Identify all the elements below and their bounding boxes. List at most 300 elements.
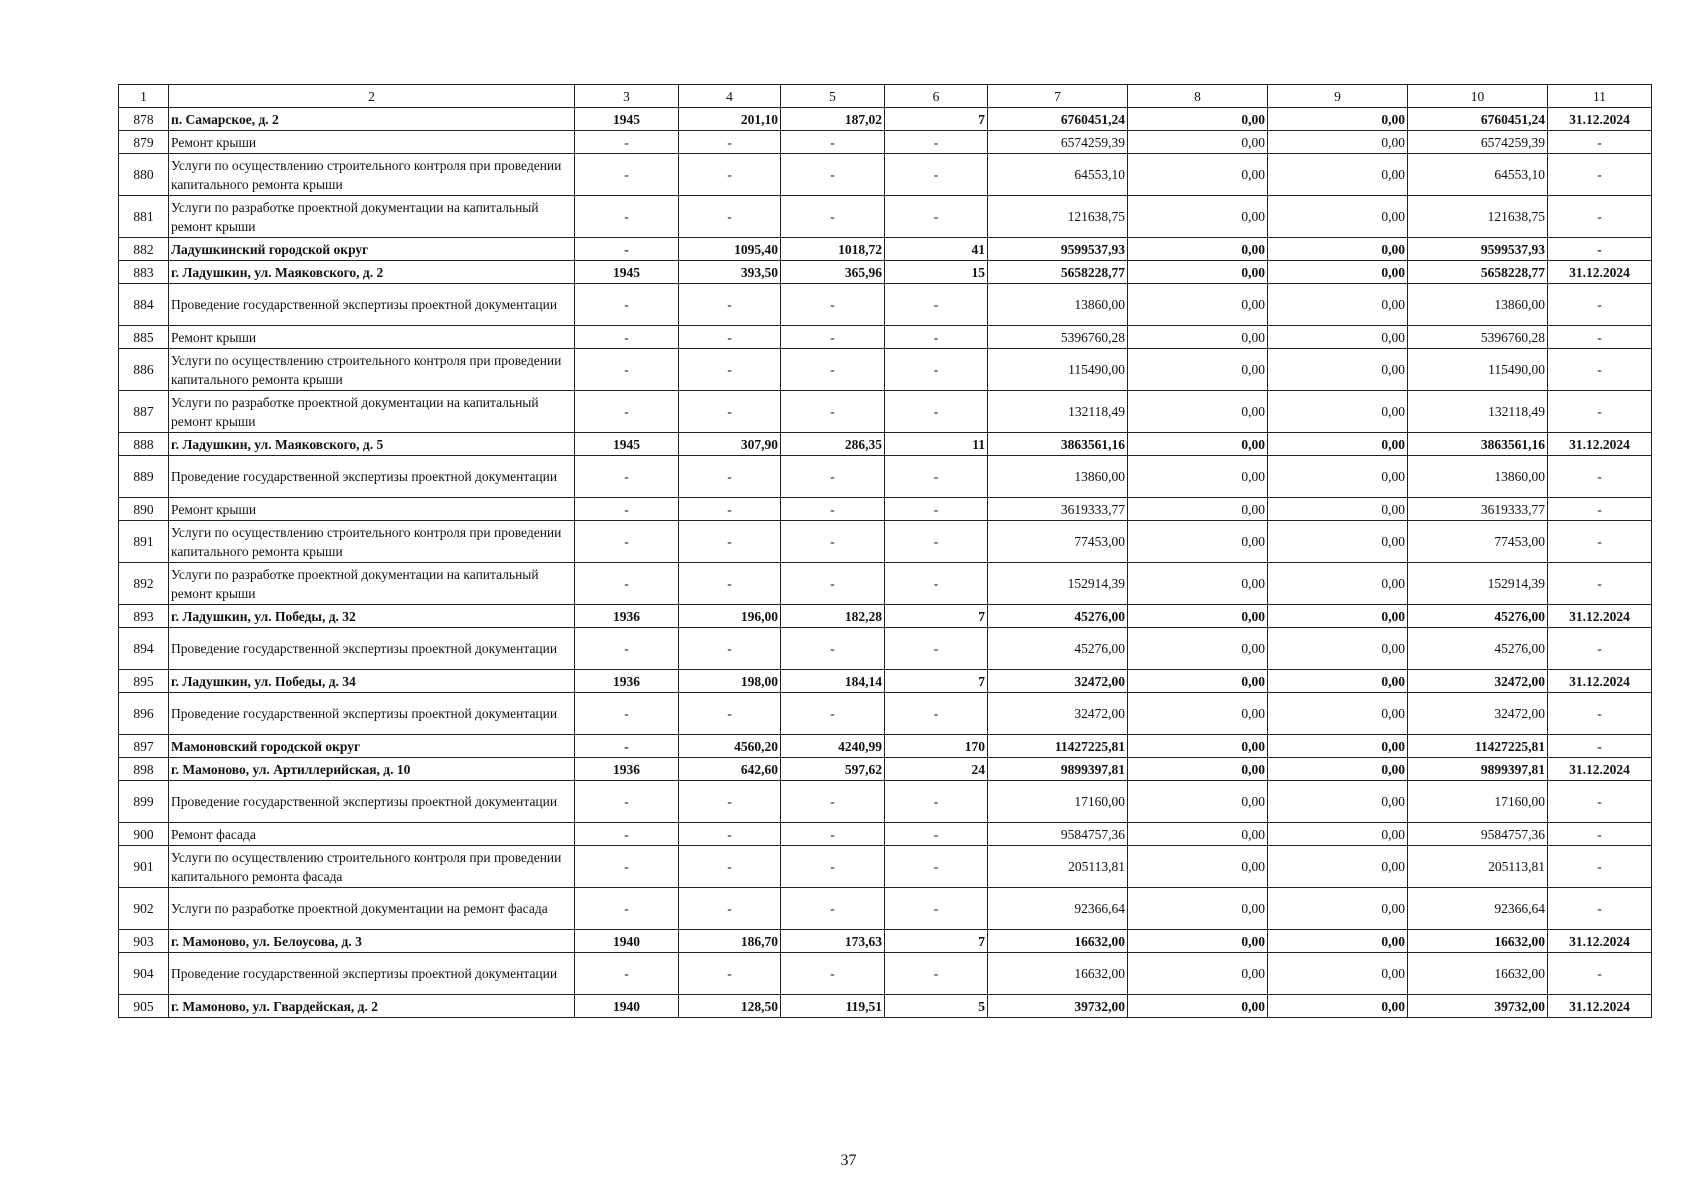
col5-cell: 182,28	[781, 605, 885, 628]
year-cell: -	[575, 284, 679, 326]
year-cell: 1936	[575, 605, 679, 628]
name-cell: Услуги по осуществлению строительного контроля при проведении капитального ремонта крыши	[169, 521, 575, 563]
year-cell: -	[575, 563, 679, 605]
year-cell: -	[575, 498, 679, 521]
col4-cell: 201,10	[679, 108, 781, 131]
header-row	[119, 85, 1652, 108]
row-number-cell: 884	[119, 284, 169, 326]
row-number-cell: 879	[119, 131, 169, 154]
col10-cell: 45276,00	[1408, 605, 1548, 628]
col7-cell: 39732,00	[988, 995, 1128, 1018]
col9-cell: 0,00	[1268, 563, 1408, 605]
col4-cell: -	[679, 953, 781, 995]
col10-cell: 9584757,36	[1408, 823, 1548, 846]
table-row	[119, 349, 1652, 391]
col9-cell: 0,00	[1268, 456, 1408, 498]
name-cell: Услуги по разработке проектной документации на ремонт фасада	[169, 888, 575, 930]
col4-cell: 393,50	[679, 261, 781, 284]
col10-cell: 13860,00	[1408, 284, 1548, 326]
table-row	[119, 391, 1652, 433]
table-row	[119, 605, 1652, 628]
name-cell: г. Мамоново, ул. Артиллерийская, д. 10	[169, 758, 575, 781]
year-cell: -	[575, 326, 679, 349]
date-cell: 31.12.2024	[1548, 433, 1652, 456]
year-cell: -	[575, 521, 679, 563]
col6-cell: -	[885, 131, 988, 154]
col8-cell: 0,00	[1128, 846, 1268, 888]
col4-cell: -	[679, 521, 781, 563]
col9-cell: 0,00	[1268, 391, 1408, 433]
col8-cell: 0,00	[1128, 693, 1268, 735]
col7-cell: 205113,81	[988, 846, 1128, 888]
col5-cell: -	[781, 154, 885, 196]
col7-cell: 5658228,77	[988, 261, 1128, 284]
col7-cell: 16632,00	[988, 930, 1128, 953]
header-cell-7: 7	[988, 85, 1128, 108]
col7-cell: 64553,10	[988, 154, 1128, 196]
row-number-cell: 899	[119, 781, 169, 823]
col5-cell: -	[781, 284, 885, 326]
date-cell: -	[1548, 196, 1652, 238]
col8-cell: 0,00	[1128, 326, 1268, 349]
row-number-cell: 893	[119, 605, 169, 628]
col5-cell: 365,96	[781, 261, 885, 284]
col8-cell: 0,00	[1128, 628, 1268, 670]
year-cell: -	[575, 846, 679, 888]
col7-cell: 132118,49	[988, 391, 1128, 433]
col8-cell: 0,00	[1128, 735, 1268, 758]
row-number-cell: 900	[119, 823, 169, 846]
header-cell-10: 10	[1408, 85, 1548, 108]
col6-cell: -	[885, 196, 988, 238]
col6-cell: 7	[885, 108, 988, 131]
name-cell: г. Ладушкин, ул. Победы, д. 34	[169, 670, 575, 693]
col4-cell: -	[679, 131, 781, 154]
row-number-cell: 895	[119, 670, 169, 693]
col6-cell: 7	[885, 670, 988, 693]
year-cell: -	[575, 781, 679, 823]
col10-cell: 152914,39	[1408, 563, 1548, 605]
table-row	[119, 154, 1652, 196]
date-cell: -	[1548, 349, 1652, 391]
row-number-cell: 905	[119, 995, 169, 1018]
col8-cell: 0,00	[1128, 498, 1268, 521]
col7-cell: 152914,39	[988, 563, 1128, 605]
name-cell: Ремонт крыши	[169, 131, 575, 154]
col9-cell: 0,00	[1268, 261, 1408, 284]
date-cell: -	[1548, 154, 1652, 196]
year-cell: 1945	[575, 433, 679, 456]
row-number-cell: 904	[119, 953, 169, 995]
name-cell: Ремонт фасада	[169, 823, 575, 846]
col9-cell: 0,00	[1268, 108, 1408, 131]
row-number-cell: 886	[119, 349, 169, 391]
col4-cell: -	[679, 154, 781, 196]
col5-cell: -	[781, 349, 885, 391]
table-row	[119, 628, 1652, 670]
col8-cell: 0,00	[1128, 563, 1268, 605]
table-row	[119, 735, 1652, 758]
col7-cell: 13860,00	[988, 284, 1128, 326]
header-cell-8: 8	[1128, 85, 1268, 108]
col8-cell: 0,00	[1128, 131, 1268, 154]
col4-cell: -	[679, 456, 781, 498]
col10-cell: 9599537,93	[1408, 238, 1548, 261]
name-cell: Проведение государственной экспертизы проектной документации	[169, 628, 575, 670]
date-cell: -	[1548, 628, 1652, 670]
col4-cell: -	[679, 823, 781, 846]
table-row	[119, 563, 1652, 605]
date-cell: -	[1548, 498, 1652, 521]
col6-cell: -	[885, 456, 988, 498]
header-cell-11: 11	[1548, 85, 1652, 108]
col9-cell: 0,00	[1268, 349, 1408, 391]
year-cell: -	[575, 693, 679, 735]
name-cell: Проведение государственной экспертизы проектной документации	[169, 781, 575, 823]
col7-cell: 3863561,16	[988, 433, 1128, 456]
col4-cell: 307,90	[679, 433, 781, 456]
row-number-cell: 885	[119, 326, 169, 349]
col4-cell: -	[679, 391, 781, 433]
row-number-cell: 892	[119, 563, 169, 605]
row-number-cell: 896	[119, 693, 169, 735]
table-row	[119, 758, 1652, 781]
col5-cell: 4240,99	[781, 735, 885, 758]
col6-cell: -	[885, 391, 988, 433]
date-cell: -	[1548, 953, 1652, 995]
name-cell: Проведение государственной экспертизы проектной документации	[169, 953, 575, 995]
col7-cell: 32472,00	[988, 670, 1128, 693]
col6-cell: -	[885, 693, 988, 735]
name-cell: г. Ладушкин, ул. Маяковского, д. 5	[169, 433, 575, 456]
name-cell: Проведение государственной экспертизы проектной документации	[169, 693, 575, 735]
date-cell: 31.12.2024	[1548, 758, 1652, 781]
row-number-cell: 882	[119, 238, 169, 261]
col6-cell: -	[885, 823, 988, 846]
col7-cell: 3619333,77	[988, 498, 1128, 521]
col7-cell: 6574259,39	[988, 131, 1128, 154]
year-cell: -	[575, 735, 679, 758]
col9-cell: 0,00	[1268, 823, 1408, 846]
col7-cell: 17160,00	[988, 781, 1128, 823]
name-cell: Услуги по осуществлению строительного контроля при проведении капитального ремонта крыши	[169, 154, 575, 196]
header-cell-5: 5	[781, 85, 885, 108]
col4-cell: -	[679, 846, 781, 888]
col4-cell: 128,50	[679, 995, 781, 1018]
row-number-cell: 883	[119, 261, 169, 284]
year-cell: -	[575, 456, 679, 498]
col5-cell: -	[781, 823, 885, 846]
name-cell: Услуги по осуществлению строительного контроля при проведении капитального ремонта фасада	[169, 846, 575, 888]
table-row	[119, 238, 1652, 261]
col8-cell: 0,00	[1128, 521, 1268, 563]
col10-cell: 205113,81	[1408, 846, 1548, 888]
date-cell: 31.12.2024	[1548, 605, 1652, 628]
year-cell: -	[575, 391, 679, 433]
col7-cell: 45276,00	[988, 628, 1128, 670]
col6-cell: -	[885, 326, 988, 349]
table-row	[119, 108, 1652, 131]
col10-cell: 121638,75	[1408, 196, 1548, 238]
col8-cell: 0,00	[1128, 758, 1268, 781]
col7-cell: 92366,64	[988, 888, 1128, 930]
date-cell: 31.12.2024	[1548, 930, 1652, 953]
col10-cell: 45276,00	[1408, 628, 1548, 670]
table-row	[119, 433, 1652, 456]
date-cell: -	[1548, 391, 1652, 433]
table-row	[119, 930, 1652, 953]
col8-cell: 0,00	[1128, 196, 1268, 238]
name-cell: г. Мамоново, ул. Белоусова, д. 3	[169, 930, 575, 953]
name-cell: Услуги по разработке проектной документации на капитальный ремонт крыши	[169, 563, 575, 605]
year-cell: -	[575, 154, 679, 196]
col6-cell: -	[885, 284, 988, 326]
table-row	[119, 498, 1652, 521]
date-cell: -	[1548, 284, 1652, 326]
date-cell: -	[1548, 693, 1652, 735]
name-cell: Ремонт крыши	[169, 326, 575, 349]
col6-cell: 15	[885, 261, 988, 284]
year-cell: -	[575, 131, 679, 154]
year-cell: -	[575, 349, 679, 391]
col10-cell: 17160,00	[1408, 781, 1548, 823]
col9-cell: 0,00	[1268, 628, 1408, 670]
col5-cell: 1018,72	[781, 238, 885, 261]
col4-cell: -	[679, 498, 781, 521]
col7-cell: 5396760,28	[988, 326, 1128, 349]
table-row	[119, 456, 1652, 498]
col7-cell: 77453,00	[988, 521, 1128, 563]
col5-cell: 173,63	[781, 930, 885, 953]
col8-cell: 0,00	[1128, 433, 1268, 456]
row-number-cell: 880	[119, 154, 169, 196]
year-cell: -	[575, 196, 679, 238]
col5-cell: -	[781, 521, 885, 563]
col6-cell: 41	[885, 238, 988, 261]
name-cell: Услуги по разработке проектной документации на капитальный ремонт крыши	[169, 196, 575, 238]
col5-cell: -	[781, 498, 885, 521]
date-cell: -	[1548, 888, 1652, 930]
name-cell: г. Ладушкин, ул. Победы, д. 32	[169, 605, 575, 628]
col4-cell: -	[679, 349, 781, 391]
col9-cell: 0,00	[1268, 670, 1408, 693]
name-cell: Проведение государственной экспертизы проектной документации	[169, 456, 575, 498]
year-cell: 1945	[575, 261, 679, 284]
table-row	[119, 326, 1652, 349]
col9-cell: 0,00	[1268, 758, 1408, 781]
table-row	[119, 693, 1652, 735]
col9-cell: 0,00	[1268, 735, 1408, 758]
date-cell: -	[1548, 326, 1652, 349]
col4-cell: 1095,40	[679, 238, 781, 261]
col6-cell: -	[885, 498, 988, 521]
table-row	[119, 670, 1652, 693]
row-number-cell: 894	[119, 628, 169, 670]
col7-cell: 16632,00	[988, 953, 1128, 995]
date-cell: -	[1548, 521, 1652, 563]
year-cell: -	[575, 238, 679, 261]
col9-cell: 0,00	[1268, 498, 1408, 521]
table-row	[119, 995, 1652, 1018]
col9-cell: 0,00	[1268, 131, 1408, 154]
col10-cell: 132118,49	[1408, 391, 1548, 433]
col6-cell: -	[885, 846, 988, 888]
col6-cell: 11	[885, 433, 988, 456]
row-number-cell: 888	[119, 433, 169, 456]
col10-cell: 6760451,24	[1408, 108, 1548, 131]
col10-cell: 16632,00	[1408, 930, 1548, 953]
header-cell-9: 9	[1268, 85, 1408, 108]
date-cell: -	[1548, 563, 1652, 605]
col8-cell: 0,00	[1128, 953, 1268, 995]
col7-cell: 32472,00	[988, 693, 1128, 735]
col5-cell: -	[781, 888, 885, 930]
row-number-cell: 878	[119, 108, 169, 131]
row-number-cell: 897	[119, 735, 169, 758]
year-cell: 1936	[575, 670, 679, 693]
name-cell: Услуги по осуществлению строительного контроля при проведении капитального ремонта крыши	[169, 349, 575, 391]
col6-cell: -	[885, 154, 988, 196]
year-cell: -	[575, 953, 679, 995]
date-cell: 31.12.2024	[1548, 670, 1652, 693]
col8-cell: 0,00	[1128, 238, 1268, 261]
table-row	[119, 284, 1652, 326]
col5-cell: -	[781, 693, 885, 735]
col7-cell: 115490,00	[988, 349, 1128, 391]
col8-cell: 0,00	[1128, 261, 1268, 284]
name-cell: Ладушкинский городской округ	[169, 238, 575, 261]
col5-cell: 187,02	[781, 108, 885, 131]
col8-cell: 0,00	[1128, 391, 1268, 433]
col9-cell: 0,00	[1268, 930, 1408, 953]
col4-cell: 642,60	[679, 758, 781, 781]
col9-cell: 0,00	[1268, 433, 1408, 456]
col10-cell: 39732,00	[1408, 995, 1548, 1018]
col5-cell: 286,35	[781, 433, 885, 456]
col6-cell: -	[885, 628, 988, 670]
col4-cell: -	[679, 326, 781, 349]
row-number-cell: 898	[119, 758, 169, 781]
col8-cell: 0,00	[1128, 670, 1268, 693]
date-cell: -	[1548, 456, 1652, 498]
col6-cell: -	[885, 563, 988, 605]
col9-cell: 0,00	[1268, 781, 1408, 823]
col5-cell: -	[781, 628, 885, 670]
col4-cell: 198,00	[679, 670, 781, 693]
row-number-cell: 901	[119, 846, 169, 888]
col10-cell: 3619333,77	[1408, 498, 1548, 521]
col5-cell: -	[781, 131, 885, 154]
table-row	[119, 888, 1652, 930]
page-number: 37	[840, 1152, 857, 1169]
col6-cell: 7	[885, 605, 988, 628]
col4-cell: 196,00	[679, 605, 781, 628]
col6-cell: 24	[885, 758, 988, 781]
col8-cell: 0,00	[1128, 456, 1268, 498]
date-cell: 31.12.2024	[1548, 261, 1652, 284]
col9-cell: 0,00	[1268, 521, 1408, 563]
row-number-cell: 902	[119, 888, 169, 930]
date-cell: -	[1548, 846, 1652, 888]
header-cell-4: 4	[679, 85, 781, 108]
col10-cell: 6574259,39	[1408, 131, 1548, 154]
col9-cell: 0,00	[1268, 888, 1408, 930]
col5-cell: 184,14	[781, 670, 885, 693]
col4-cell: -	[679, 563, 781, 605]
col7-cell: 13860,00	[988, 456, 1128, 498]
year-cell: 1936	[575, 758, 679, 781]
row-number-cell: 890	[119, 498, 169, 521]
year-cell: 1940	[575, 995, 679, 1018]
col10-cell: 9899397,81	[1408, 758, 1548, 781]
col9-cell: 0,00	[1268, 326, 1408, 349]
col5-cell: -	[781, 456, 885, 498]
col8-cell: 0,00	[1128, 823, 1268, 846]
year-cell: 1940	[575, 930, 679, 953]
col7-cell: 9584757,36	[988, 823, 1128, 846]
col5-cell: -	[781, 846, 885, 888]
col7-cell: 9599537,93	[988, 238, 1128, 261]
col9-cell: 0,00	[1268, 693, 1408, 735]
row-number-cell: 903	[119, 930, 169, 953]
name-cell: Проведение государственной экспертизы проектной документации	[169, 284, 575, 326]
col5-cell: -	[781, 391, 885, 433]
col7-cell: 45276,00	[988, 605, 1128, 628]
col4-cell: -	[679, 628, 781, 670]
col10-cell: 32472,00	[1408, 670, 1548, 693]
year-cell: -	[575, 888, 679, 930]
header-cell-6: 6	[885, 85, 988, 108]
col8-cell: 0,00	[1128, 108, 1268, 131]
date-cell: -	[1548, 735, 1652, 758]
col5-cell: -	[781, 326, 885, 349]
col4-cell: 4560,20	[679, 735, 781, 758]
year-cell: -	[575, 628, 679, 670]
table-row	[119, 823, 1652, 846]
col4-cell: -	[679, 284, 781, 326]
col8-cell: 0,00	[1128, 284, 1268, 326]
col6-cell: -	[885, 953, 988, 995]
col9-cell: 0,00	[1268, 605, 1408, 628]
col6-cell: 7	[885, 930, 988, 953]
col7-cell: 11427225,81	[988, 735, 1128, 758]
col8-cell: 0,00	[1128, 349, 1268, 391]
date-cell: -	[1548, 131, 1652, 154]
header-cell-3: 3	[575, 85, 679, 108]
table-row	[119, 521, 1652, 563]
col8-cell: 0,00	[1128, 781, 1268, 823]
row-number-cell: 889	[119, 456, 169, 498]
table-row	[119, 846, 1652, 888]
col4-cell: -	[679, 693, 781, 735]
col5-cell: 597,62	[781, 758, 885, 781]
col10-cell: 92366,64	[1408, 888, 1548, 930]
col6-cell: -	[885, 349, 988, 391]
table-row	[119, 196, 1652, 238]
col9-cell: 0,00	[1268, 953, 1408, 995]
col5-cell: -	[781, 953, 885, 995]
header-cell-2: 2	[169, 85, 575, 108]
col4-cell: 186,70	[679, 930, 781, 953]
col5-cell: 119,51	[781, 995, 885, 1018]
col8-cell: 0,00	[1128, 154, 1268, 196]
table-row	[119, 261, 1652, 284]
col9-cell: 0,00	[1268, 196, 1408, 238]
header-cell-1: 1	[119, 85, 169, 108]
col9-cell: 0,00	[1268, 154, 1408, 196]
col9-cell: 0,00	[1268, 284, 1408, 326]
col9-cell: 0,00	[1268, 846, 1408, 888]
